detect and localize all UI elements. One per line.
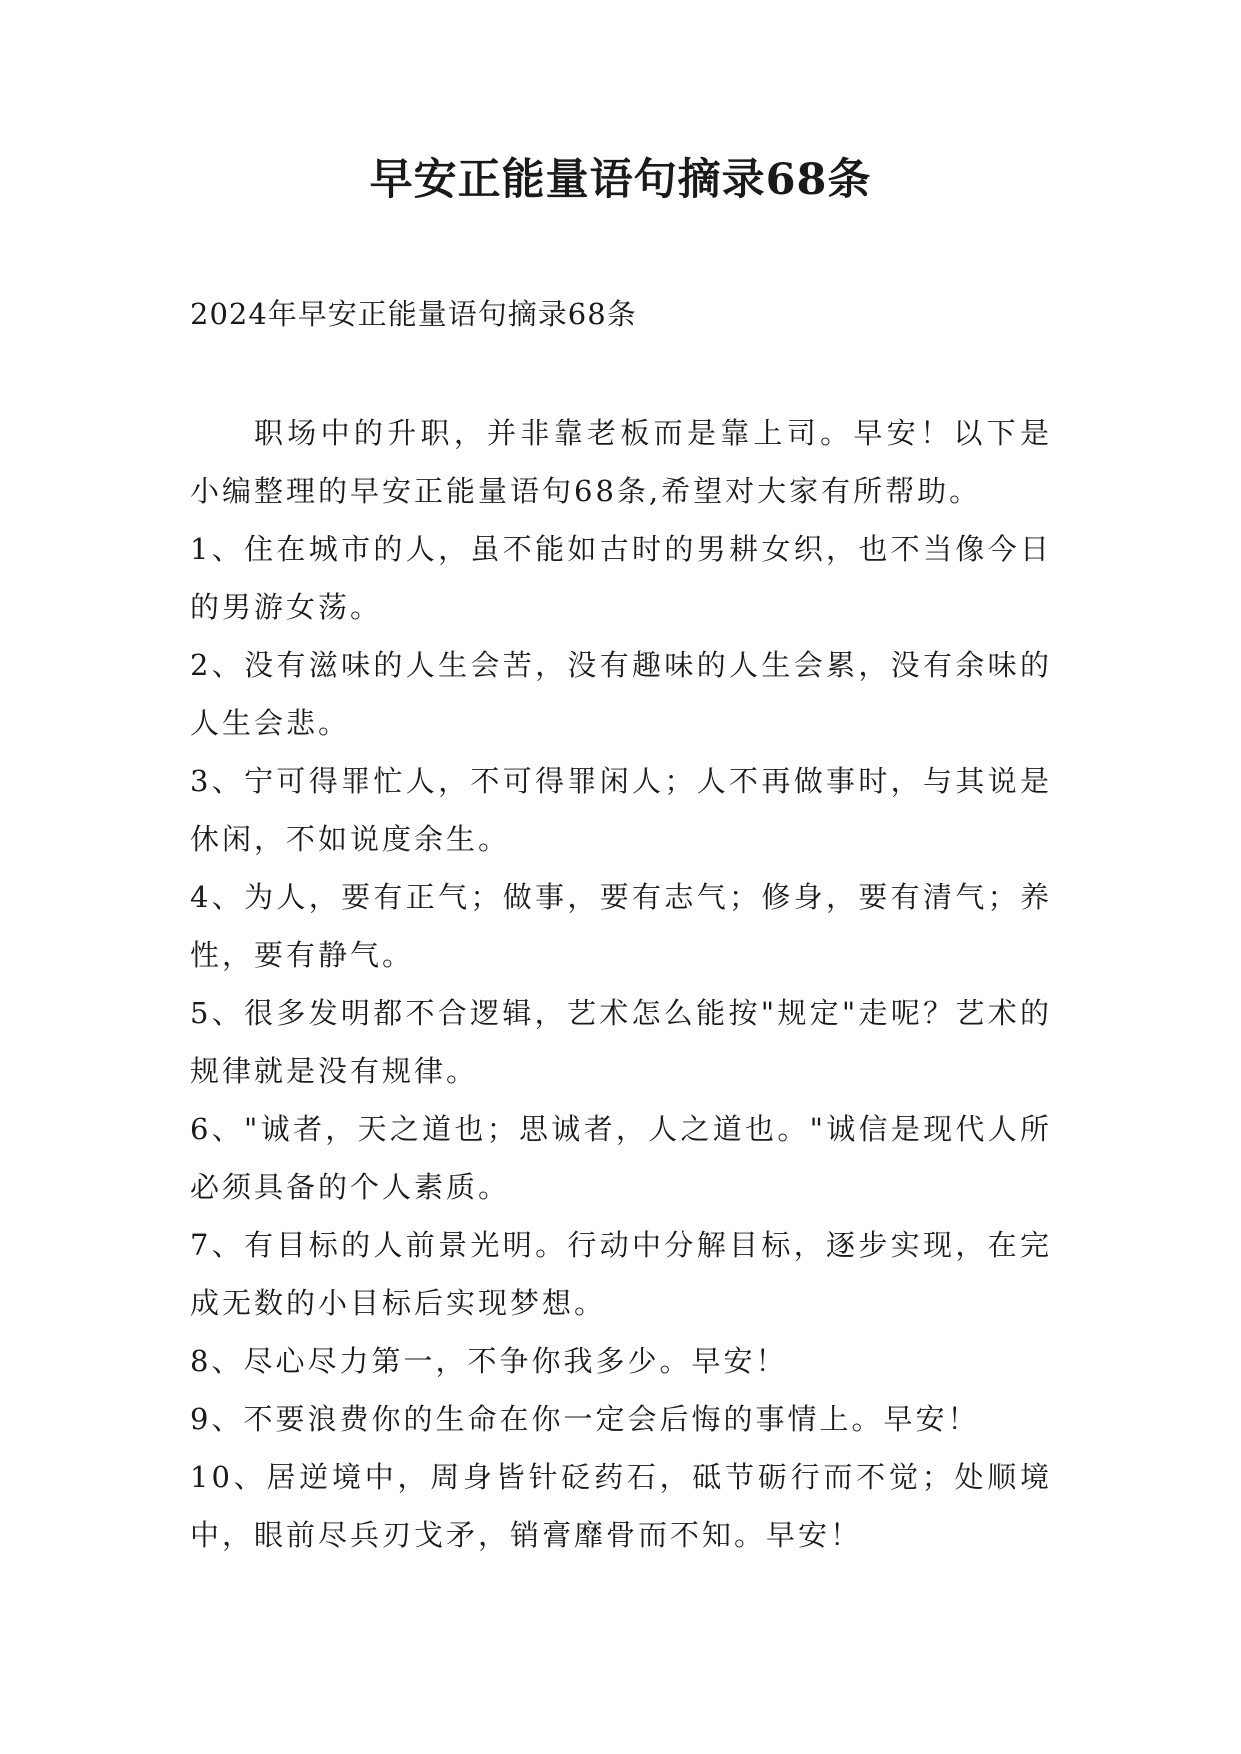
- list-item: 6、"诚者，天之道也；思诚者，人之道也。"诚信是现代人所必须具备的个人素质。: [190, 1112, 1052, 1204]
- intro-paragraph: 职场中的升职，并非靠老板而是靠上司。早安！以下是小编整理的早安正能量语句68条,希望对大家有所帮助。: [190, 416, 1052, 508]
- list-item: 3、宁可得罪忙人，不可得罪闲人；人不再做事时，与其说是休闲，不如说度余生。: [190, 764, 1052, 856]
- list-item: 1、住在城市的人，虽不能如古时的男耕女织，也不当像今日的男游女荡。: [190, 532, 1052, 624]
- document-title: 早安正能量语句摘录68条: [369, 155, 872, 205]
- list-item: 5、很多发明都不合逻辑，艺术怎么能按"规定"走呢？艺术的规律就是没有规律。: [190, 996, 1052, 1088]
- list-item: 10、居逆境中，周身皆针砭药石，砥节砺行而不觉；处顺境中，眼前尽兵刃戈矛，销膏靡骨而不知。早安！: [190, 1460, 1052, 1552]
- list-item: 4、为人，要有正气；做事，要有志气；修身，要有清气；养性，要有静气。: [190, 880, 1052, 972]
- list-item: 2、没有滋味的人生会苦，没有趣味的人生会累，没有余味的人生会悲。: [190, 648, 1052, 740]
- list-item: 8、尽心尽力第一，不争你我多少。早安！: [190, 1344, 788, 1378]
- document-subtitle: 2024年早安正能量语句摘录68条: [190, 297, 637, 331]
- list-item: 9、不要浪费你的生命在你一定会后悔的事情上。早安！: [190, 1402, 980, 1436]
- document-body: [190, 404, 1052, 1564]
- list-item: 7、有目标的人前景光明。行动中分解目标，逐步实现，在完成无数的小目标后实现梦想。: [190, 1228, 1052, 1320]
